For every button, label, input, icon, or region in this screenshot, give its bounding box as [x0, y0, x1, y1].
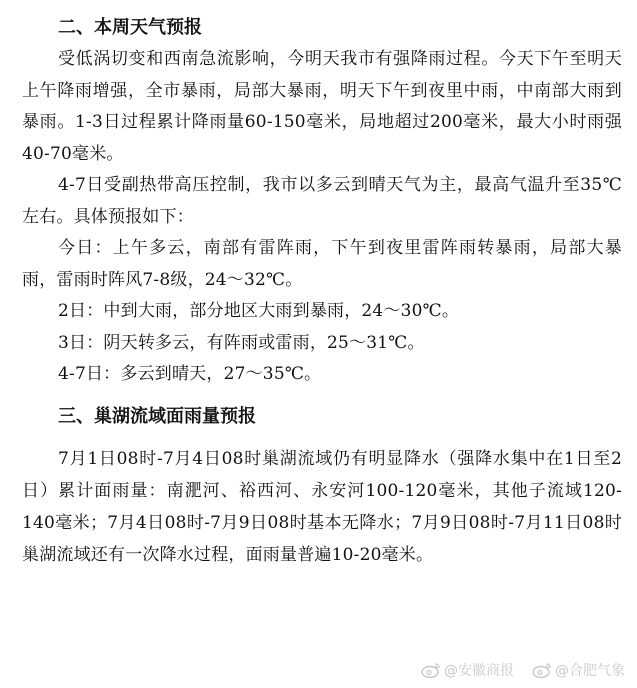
section-3-heading: 三、巢湖流域面雨量预报 [58, 405, 256, 427]
watermarks [421, 660, 625, 680]
section-2-paragraph-4: 2日：中到大雨，部分地区大雨到暴雨，24～30℃。 [58, 301, 460, 321]
section-2-paragraph-1: 受低涡切变和西南急流影响，今明天我市有强降雨过程。今天下午至明天上午降雨增强，全市暴雨，局部大暴雨，明天下午到夜里中雨，中南部大雨到暴雨。1-3日过程累计降雨量60-150毫米，局地超过200毫米，最大小时雨强40-70毫米。 [22, 49, 622, 164]
section-2-heading: 二、本周天气预报 [58, 17, 202, 38]
weibo-icon [421, 662, 441, 678]
watermark-text: @合肥气象 [555, 663, 625, 679]
section-2-paragraph-2: 4-7日受副热带高压控制，我市以多云到晴天气为主，最高气温升至35℃左右。具体预报如下： [22, 175, 622, 227]
watermark-text: @安徽商报 [444, 663, 514, 679]
watermark-anhui-shangbao [421, 660, 514, 680]
section-3-paragraph: 7月1日08时-7月4日08时巢湖流域仍有明显降水（强降水集中在1日至2日）累计面雨量：南淝河、裕西河、永安河100-120毫米，其他子流域120-140毫米；7月4日08时-7月9日08时基本无降水；7月9日08时-7月11日08时巢湖流域还有一次降水过程，面雨量普遍10-20毫米。 [22, 448, 622, 565]
watermark-hefei-qixiang [532, 660, 625, 680]
document-body [22, 12, 622, 571]
section-2-paragraph-6: 4-7日：多云到晴天，27～35℃。 [58, 364, 322, 384]
weibo-icon [532, 662, 552, 678]
section-2-paragraph-3: 今日：上午多云，南部有雷阵雨，下午到夜里雷阵雨转暴雨，局部大暴雨，雷雨时阵风7-8级，24～32℃。 [22, 238, 622, 290]
section-2-paragraph-5: 3日：阴天转多云，有阵雨或雷雨，25～31℃。 [58, 332, 425, 353]
